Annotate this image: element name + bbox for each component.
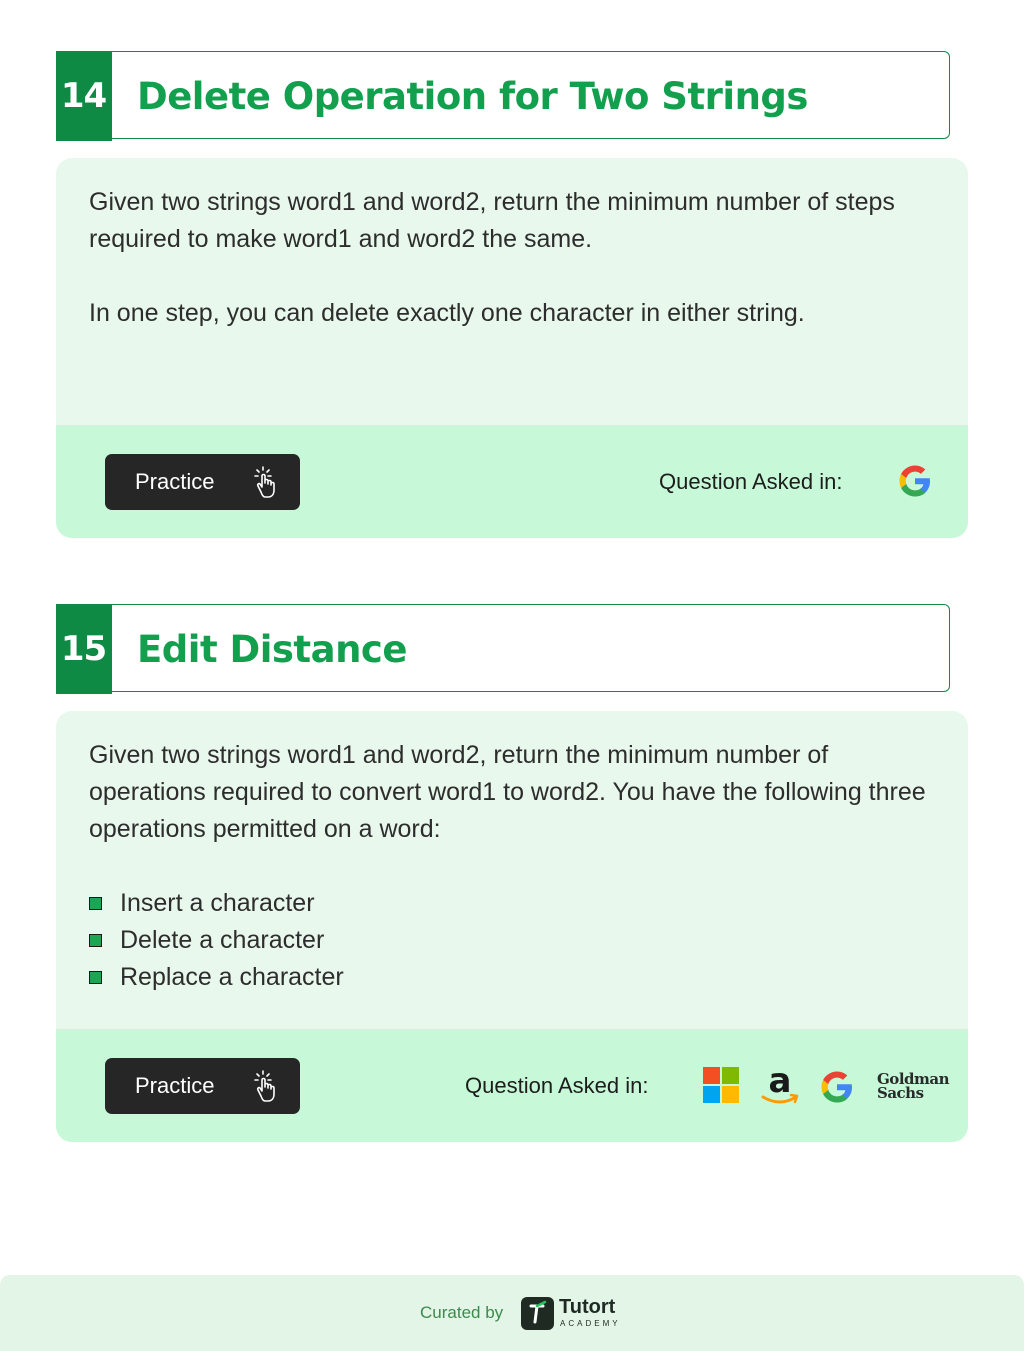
list-item-text: Replace a character xyxy=(120,963,344,991)
description-paragraph: In one step, you can delete exactly one character in either string. xyxy=(89,299,805,327)
list-item xyxy=(89,922,936,959)
list-item xyxy=(89,959,936,996)
curated-by-label: Curated by xyxy=(420,1303,504,1322)
description-paragraph: Given two strings word1 and word2, return the minimum number of steps required to make word1 and word2 the same. xyxy=(89,188,895,253)
page-footer xyxy=(0,1275,1024,1351)
question-description xyxy=(56,158,968,332)
question-number: 14 xyxy=(56,51,112,141)
question-number: 15 xyxy=(56,604,112,694)
goldman-line: Goldman xyxy=(877,1070,949,1088)
google-logo-icon xyxy=(897,463,933,499)
microsoft-logo-icon xyxy=(703,1067,739,1103)
list-item xyxy=(89,885,936,922)
asked-in-label: Question Asked in: xyxy=(659,469,843,494)
practice-button-label: Practice xyxy=(135,469,215,494)
bullet-square-icon xyxy=(89,971,102,984)
tutort-logo-icon xyxy=(521,1297,554,1330)
bullet-square-icon xyxy=(89,934,102,947)
list-item-text: Insert a character xyxy=(120,889,315,917)
practice-button-label: Practice xyxy=(135,1073,215,1098)
asked-in-label: Question Asked in: xyxy=(465,1073,649,1098)
brand-subtitle: ACADEMY xyxy=(560,1319,621,1328)
card-footer xyxy=(56,425,968,538)
operations-list xyxy=(89,885,936,996)
goldman-sachs-logo-icon xyxy=(877,1072,949,1100)
bullet-square-icon xyxy=(89,897,102,910)
tap-hand-icon xyxy=(254,466,280,498)
question-header-14 xyxy=(56,51,950,139)
amazon-logo-icon xyxy=(758,1064,802,1108)
list-item-text: Delete a character xyxy=(120,926,325,954)
question-title: Delete Operation for Two Strings xyxy=(137,74,808,118)
practice-button[interactable] xyxy=(105,454,300,510)
google-logo-icon xyxy=(819,1069,855,1105)
svg-text:a: a xyxy=(768,1064,792,1101)
question-title: Edit Distance xyxy=(137,627,407,671)
question-card-14 xyxy=(56,158,968,538)
question-description xyxy=(56,711,968,996)
description-paragraph: Given two strings word1 and word2, return the minimum number of operations required to convert word1 to word2. You have the following three operations permitted on a word: xyxy=(89,741,926,843)
question-card-15 xyxy=(56,711,968,1142)
tap-hand-icon xyxy=(254,1070,280,1102)
sachs-line: Sachs xyxy=(877,1084,924,1102)
brand-name: Tutort xyxy=(559,1296,616,1318)
practice-button[interactable] xyxy=(105,1058,300,1114)
card-footer xyxy=(56,1029,968,1142)
question-header-15 xyxy=(56,604,950,692)
